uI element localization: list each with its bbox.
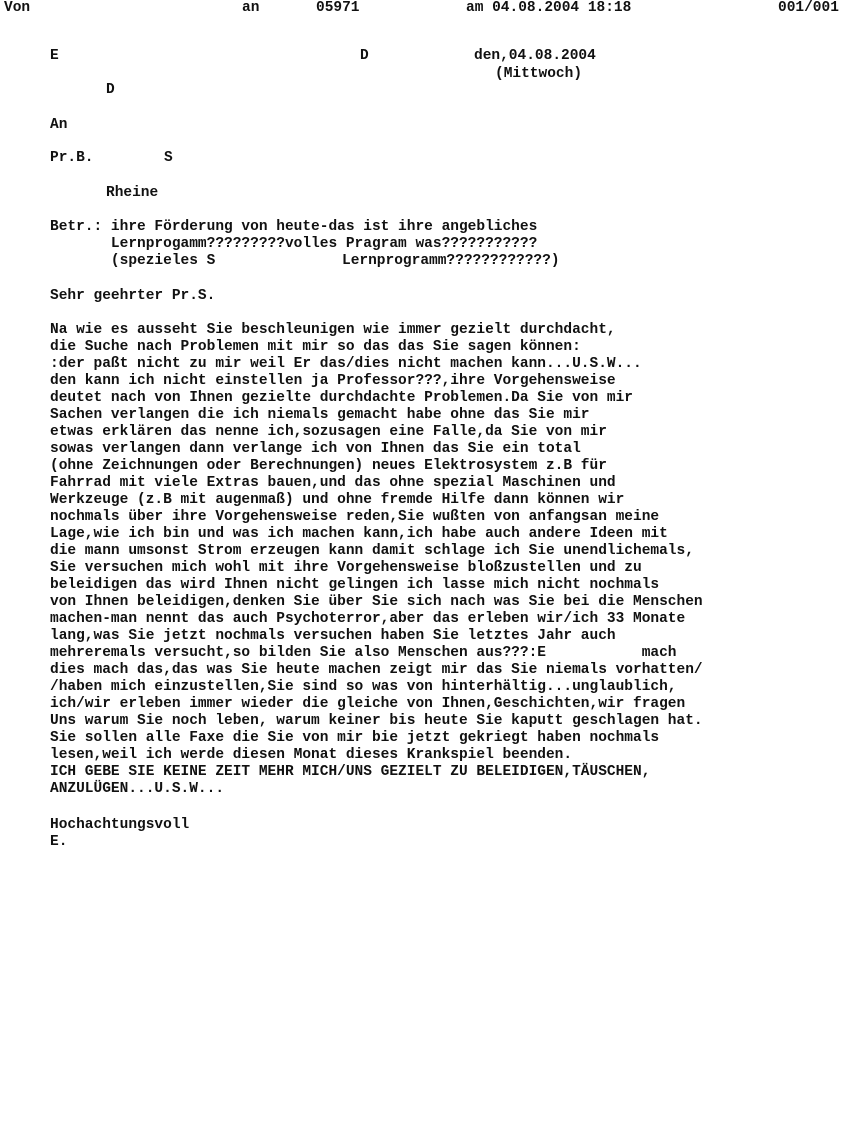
body-line: Werkzeuge (z.B mit augenmaß) und ohne fremde Hilfe dann können wir xyxy=(50,492,625,508)
recipient-name-prefix: Pr.B. xyxy=(50,150,94,166)
closing-formula: Hochachtungsvoll xyxy=(50,817,190,833)
body-line: deutet nach von Ihnen gezielte durchdachte Problemen.Da Sie von mir xyxy=(50,390,633,406)
recipient-label: An xyxy=(50,117,68,133)
subject-line-2: Lernprogamm?????????volles Pragram was??????????? xyxy=(50,236,538,252)
body-line: beleidigen das wird Ihnen nicht gelingen ich lasse mich nicht nochmals xyxy=(50,577,660,593)
sender-initial: E xyxy=(50,48,59,64)
recipient-city: Rheine xyxy=(106,185,159,201)
body-line: Na wie es ausseht Sie beschleunigen wie immer gezielt durchdacht, xyxy=(50,322,616,338)
body-line: von Ihnen beleidigen,denken Sie über Sie sich nach was Sie bei die Menschen xyxy=(50,594,703,610)
fax-number: 05971 xyxy=(316,0,360,16)
subject-line-3-end: Lernprogramm????????????) xyxy=(342,253,560,269)
body-line: Fahrrad mit viele Extras bauen,und das ohne spezial Maschinen und xyxy=(50,475,616,491)
letter-date: den,04.08.2004 xyxy=(474,48,596,64)
body-line: /haben mich einzustellen,Sie sind so was von hinterhältig...unglaublich, xyxy=(50,679,677,695)
sender-city-initial: D xyxy=(360,48,369,64)
subject-line-1: Betr.: ihre Förderung von heute-das ist ihre angebliches xyxy=(50,219,538,235)
body-line: lang,was Sie jetzt nochmals versuchen haben Sie letztes Jahr auch xyxy=(50,628,616,644)
fax-date-time: am 04.08.2004 18:18 xyxy=(466,0,632,16)
letter-weekday: (Mittwoch) xyxy=(495,66,583,82)
body-line: Sie versuchen mich wohl mit ihre Vorgehensweise bloßzustellen und zu xyxy=(50,560,642,576)
body-line: die Suche nach Problemen mit mir so das das Sie sagen können: xyxy=(50,339,581,355)
body-line: Uns warum Sie noch leben, warum keiner bis heute Sie kaputt geschlagen hat. xyxy=(50,713,703,729)
salutation: Sehr geehrter Pr.S. xyxy=(50,288,216,304)
body-line: machen-man nennt das auch Psychoterror,aber das erleben wir/ich 33 Monate xyxy=(50,611,686,627)
body-line: (ohne Zeichnungen oder Berechnungen) neues Elektrosystem z.B für xyxy=(50,458,607,474)
body-line: Sachen verlangen die ich niemals gemacht habe ohne das Sie mir xyxy=(50,407,590,423)
body-line: lesen,weil ich werde diesen Monat dieses Krankspiel beenden. xyxy=(50,747,573,763)
fax-from-label: Von xyxy=(4,0,31,16)
body-line: die mann umsonst Strom erzeugen kann damit schlage ich Sie unendlichemals, xyxy=(50,543,694,559)
body-line: Sie sollen alle Faxe die Sie von mir bie jetzt gekriegt haben nochmals xyxy=(50,730,660,746)
body-line: etwas erklären das nenne ich,sozusagen eine Falle,da Sie von mir xyxy=(50,424,607,440)
subject-line-3-start: (spezieles S xyxy=(50,253,216,269)
body-line: ANZULÜGEN...U.S.W... xyxy=(50,781,225,797)
body-line: dies mach das,das was Sie heute machen zeigt mir das Sie niemals vorhatten/ xyxy=(50,662,703,678)
body-line: ich/wir erleben immer wieder die gleiche von Ihnen,Geschichten,wir fragen xyxy=(50,696,686,712)
body-line: Lage,wie ich bin und was ich machen kann,ich habe auch andere Ideen mit xyxy=(50,526,668,542)
body-line: ICH GEBE SIE KEINE ZEIT MEHR MICH/UNS GEZIELT ZU BELEIDIGEN,TÄUSCHEN, xyxy=(50,764,651,780)
body-line: den kann ich nicht einstellen ja Professor???,ihre Vorgehensweise xyxy=(50,373,616,389)
body-line: sowas verlangen dann verlange ich von Ihnen das Sie ein total xyxy=(50,441,581,457)
letter-body xyxy=(50,322,703,798)
sender-address-line: D xyxy=(106,82,115,98)
fax-to-label: an xyxy=(242,0,260,16)
body-line: mehreremals versucht,so bilden Sie also Menschen aus???:E mach xyxy=(50,645,677,661)
recipient-name-initial: S xyxy=(164,150,173,166)
body-line: :der paßt nicht zu mir weil Er das/dies nicht machen kann...U.S.W... xyxy=(50,356,642,372)
closing-signature: E. xyxy=(50,834,68,850)
fax-page-count: 001/001 xyxy=(778,0,839,16)
body-line: nochmals über ihre Vorgehensweise reden,Sie wußten von anfangsan meine xyxy=(50,509,660,525)
